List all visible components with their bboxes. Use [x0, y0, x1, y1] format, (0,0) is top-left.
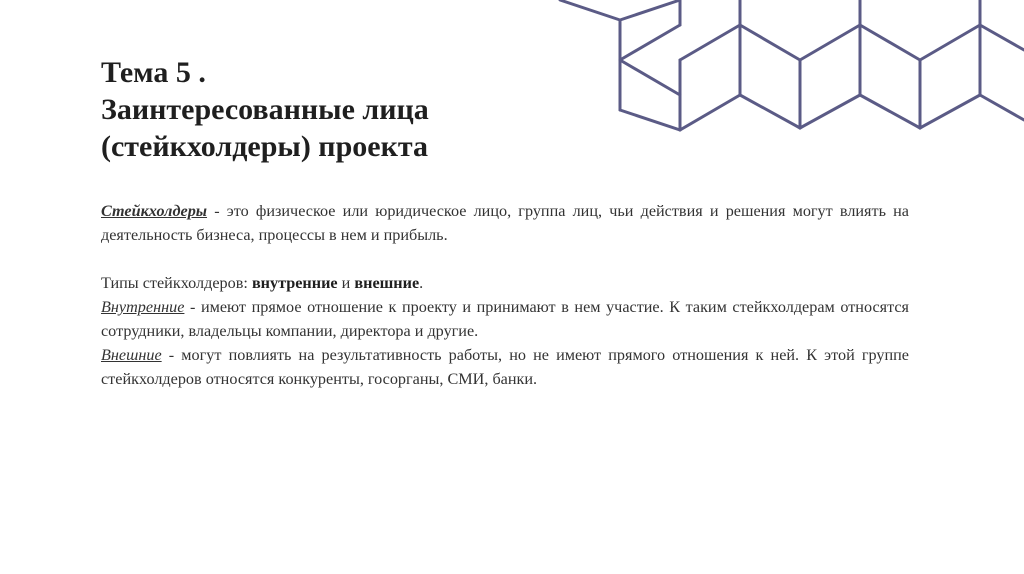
external-text: - могут повлиять на результативность работы, но не имеют прямого отношения к ней. К этой группе стейкхолдеров относятся конкуренты, госорганы, СМИ, банки.	[101, 346, 909, 388]
cube-edge	[860, 25, 920, 60]
slide-body	[101, 199, 909, 391]
internal-term: Внутренние	[101, 298, 185, 316]
cube-edge	[980, 25, 1024, 50]
definition-term: Стейкхолдеры	[101, 202, 208, 220]
types-internal-word: внутренние	[251, 274, 338, 292]
cube-edge	[740, 25, 800, 60]
cube-edge	[740, 95, 800, 128]
cube-edge	[860, 95, 920, 128]
cube-edge	[920, 25, 980, 60]
internal-paragraph	[101, 295, 909, 343]
types-and: и	[337, 274, 355, 292]
definition-text: - это физическое или юридическое лицо, группа лиц, чьи действия и решения могут влиять на деятельность бизнеса, процессы в нем и прибыль.	[101, 202, 909, 244]
types-external-word: внешние	[354, 274, 420, 292]
cube-edge	[620, 0, 680, 20]
cube-edge	[800, 25, 860, 60]
cube-edge	[680, 95, 740, 130]
cube-edge	[800, 95, 860, 128]
title-line-1: Тема 5 .	[101, 56, 206, 89]
cube-edge	[920, 95, 980, 128]
cube-edge	[680, 25, 740, 60]
external-term: Внешние	[101, 346, 162, 364]
title-line-3: (стейкхолдеры) проекта	[101, 130, 428, 163]
types-paragraph	[101, 271, 909, 295]
internal-text: - имеют прямое отношение к проекту и принимают в нем участие. К таким стейкхолдерам относятся сотрудники, владельцы компании, директора и другие.	[101, 298, 909, 340]
title-line-2: Заинтересованные лица	[101, 93, 429, 126]
external-paragraph	[101, 343, 909, 391]
page-title	[101, 54, 661, 165]
cube-edge	[980, 95, 1024, 120]
types-intro: Типы стейкхолдеров:	[101, 274, 252, 292]
types-period: .	[419, 274, 424, 292]
cube-edge	[560, 0, 620, 20]
definition-paragraph	[101, 199, 909, 247]
